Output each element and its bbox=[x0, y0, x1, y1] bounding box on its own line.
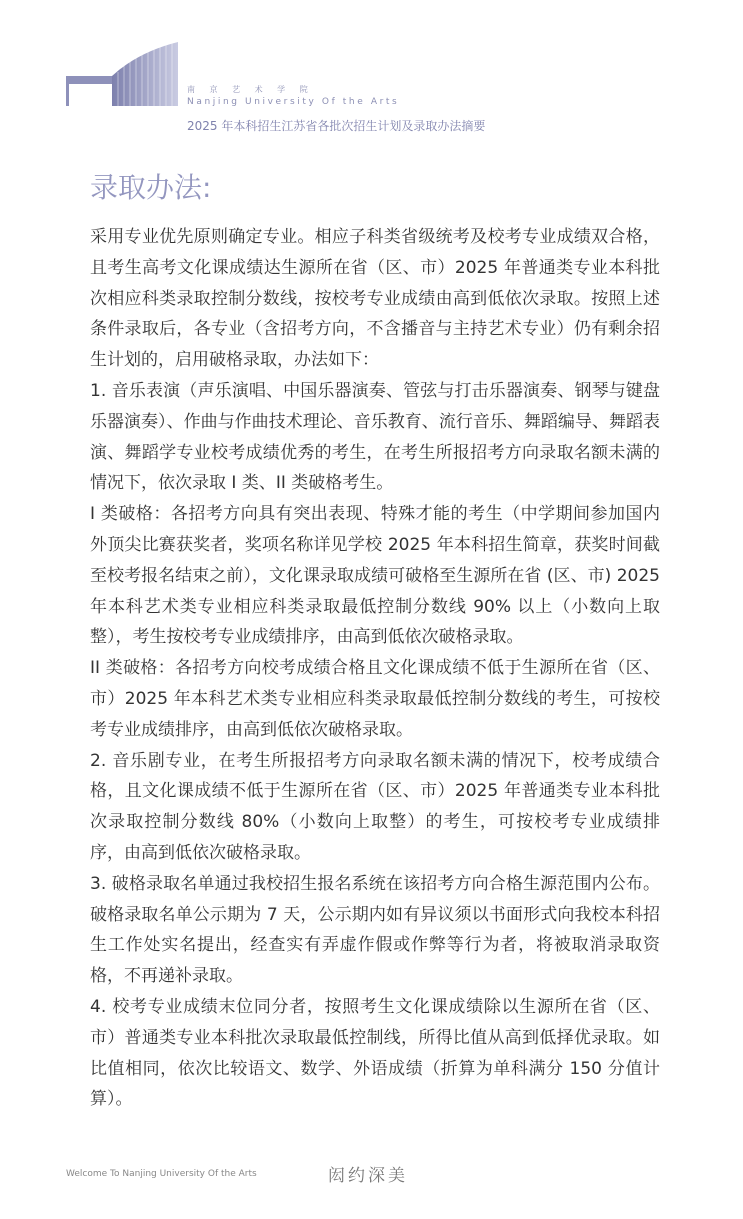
paragraph-rule-2: 2. 音乐剧专业，在考生所报招考方向录取名额未满的情况下，校考成绩合格，且文化课成绩不低于生源所在省（区、市）2025 年普通类专业本科批次录取控制分数线 80%（小数向上取整）的考生，可按校考专业成绩排序，由高到低依次破格录取。 bbox=[90, 750, 660, 863]
paragraph-rule-1: 1. 音乐表演（声乐演唱、中国乐器演奏、管弦与打击乐器演奏、钢琴与键盘乐器演奏）、作曲与作曲技术理论、音乐教育、流行音乐、舞蹈编导、舞蹈表演、舞蹈学专业校考成绩优秀的考生，在考生所报招考方向录取名额未满的情况下，依次录取 I 类、II 类破格考生。 bbox=[90, 380, 660, 494]
paragraph-rule-3: 3. 破格录取名单通过我校招生报名系统在该招考方向合格生源范围内公布。破格录取名单公示期为 7 天，公示期内如有异议须以书面形式向我校本科招生工作处实名提出，经查实有弄虚作假或作弊等行为者，将被取消录取资格，不再递补录取。 bbox=[90, 873, 660, 987]
document-title: 2025 年本科招生江苏省各批次招生计划及录取办法摘要 bbox=[187, 119, 486, 133]
footer-welcome-text: Welcome To Nanjing University Of the Arts bbox=[66, 1169, 257, 1179]
paragraph-intro: 采用专业优先原则确定专业。相应子科类省级统考及校考专业成绩双合格，且考生高考文化课成绩达生源所在省（区、市）2025 年普通类专业本科批次相应科类录取控制分数线，按校考专业成绩由高到低依次录取。按照上述条件录取后，各专业（含招考方向，不含播音与主持艺术专业）仍有剩余招生计划的，启用破格录取，办法如下： bbox=[90, 227, 660, 371]
paragraph-rule-4: 4. 校考专业成绩末位同分者，按照考生文化课成绩除以生源所在省（区、市）普通类专业本科批次录取最低控制线，所得比值从高到低择优录取。如比值相同，依次比较语文、数学、外语成绩（折算为单科满分 150 分值计算）。 bbox=[90, 996, 660, 1110]
university-name-english: Nanjing University Of the Arts bbox=[187, 97, 400, 107]
university-name-chinese: 南 京 艺 术 学 院 bbox=[187, 85, 314, 94]
section-heading: 录取办法: bbox=[90, 171, 212, 204]
admission-rules-body bbox=[90, 222, 660, 1115]
paragraph-class-1-exception: I 类破格：各招考方向具有突出表现、特殊才能的考生（中学期间参加国内外顶尖比赛获奖者，奖项名称详见学校 2025 年本科招生简章，获奖时间截至校考报名结束之前），文化课录取成绩可破格至生源所在省 (区、市) 2025 年本科艺术类专业相应科类录取最低控制分数线 90% 以上（小数向上取整），考生按校考专业成绩排序，由高到低依次破格录取。 bbox=[90, 504, 660, 648]
university-logo-graphic bbox=[66, 42, 178, 108]
footer-slogan-logo: 闳约深美 bbox=[328, 1166, 408, 1186]
paragraph-class-2-exception: II 类破格：各招考方向校考成绩合格且文化课成绩不低于生源所在省（区、市）2025 年本科艺术类专业相应科类录取最低控制分数线的考生，可按校考专业成绩排序，由高到低依次破格录取。 bbox=[90, 658, 660, 740]
